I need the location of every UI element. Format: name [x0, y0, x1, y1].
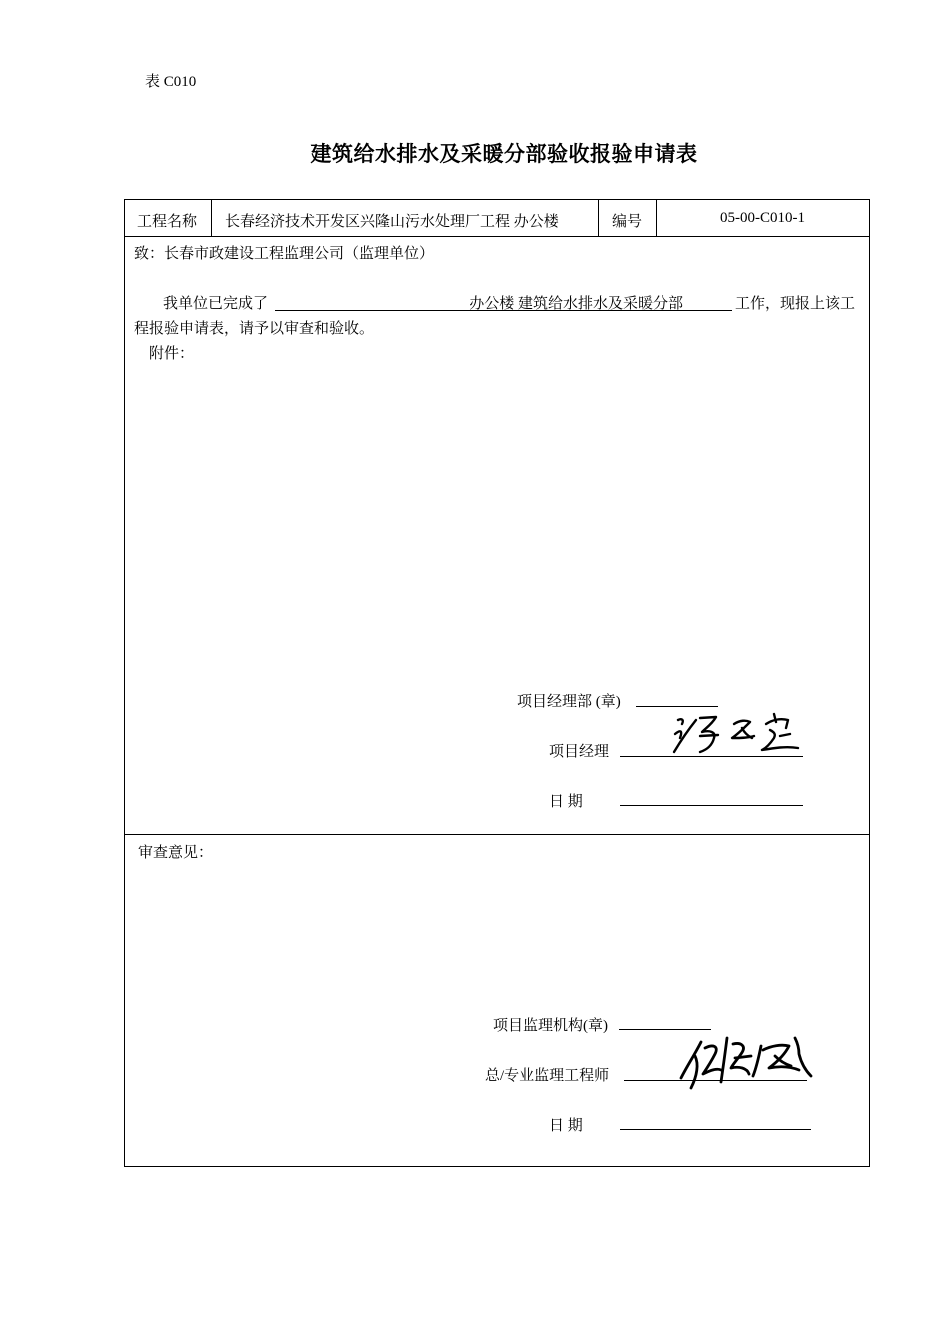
completion-line-2: 程报验申请表，请予以审查和验收。: [134, 321, 375, 337]
review-date-underline: [620, 1129, 811, 1130]
addressee-line: 致：长春市政建设工程监理公司（监理单位）: [134, 246, 435, 262]
application-date-underline: [620, 805, 803, 806]
header-col-divider-1: [211, 200, 212, 236]
project-dept-label: 项目经理部 (章): [517, 694, 621, 710]
form-code: 表 C010: [145, 74, 197, 90]
header-col-divider-2: [598, 200, 599, 236]
form-table: [124, 199, 870, 1167]
completion-underline: [275, 310, 732, 311]
supervision-engineer-label: 总/专业监理工程师: [485, 1068, 610, 1084]
supervision-org-label: 项目监理机构(章): [493, 1018, 608, 1034]
completion-prefix: 我单位已完成了: [163, 296, 269, 312]
project-dept-underline: [636, 706, 718, 707]
review-date-label: 日 期: [549, 1118, 583, 1134]
section-divider: [125, 834, 869, 835]
number-value: 05-00-C010-1: [720, 210, 805, 226]
project-name-value: 长春经济技术开发区兴隆山污水处理厂工程 办公楼: [225, 214, 559, 230]
header-row-divider: [125, 236, 869, 237]
attachments-label: 附件：: [149, 346, 195, 362]
review-opinion-label: 审查意见：: [138, 845, 214, 861]
form-title: 建筑给水排水及采暖分部验收报验申请表: [310, 141, 698, 166]
supervision-engineer-signature: [677, 1030, 817, 1092]
completion-suffix: 工作，现报上该工: [735, 296, 856, 312]
completion-work-item: 办公楼 建筑给水排水及采暖分部: [469, 296, 683, 312]
project-manager-label: 项目经理: [549, 744, 610, 760]
project-name-label: 工程名称: [137, 214, 198, 230]
project-manager-signature: [670, 708, 810, 758]
application-date-label: 日 期: [549, 794, 583, 810]
number-label: 编号: [612, 214, 643, 230]
